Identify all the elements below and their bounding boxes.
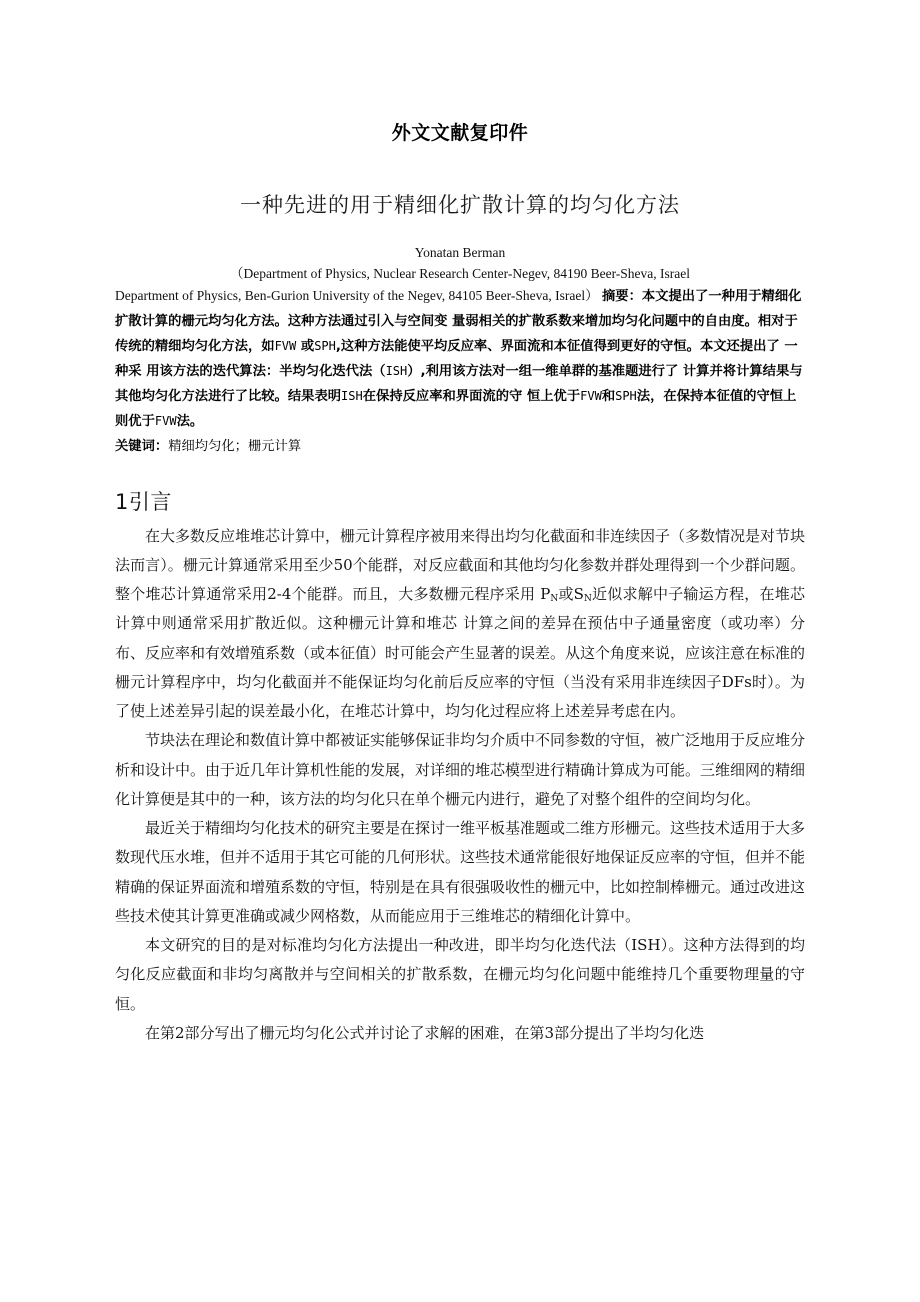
affiliation-line-2: Department of Physics, Ben-Gurion University of the Negev, 84105 Beer-Sheva, Israel） [115, 287, 599, 303]
abstract-inline-run [115, 289, 803, 429]
body-paragraph-5: 在第2部分写出了栅元均匀化公式并讨论了求解的困难，在第3部分提出了半均匀化迭 [145, 1023, 705, 1042]
section-heading-introduction: 1引言 [115, 489, 172, 514]
paragraph-1-part-b: 或S [558, 585, 584, 604]
abstract-part-2: 或 [296, 338, 315, 354]
affiliation-line-1: （Department of Physics, Nuclear Research Center-Negev, 84190 Beer-Sheva, Israel [229, 265, 691, 281]
body-paragraph-1 [115, 522, 805, 727]
body-paragraph-4: 本文研究的目的是对标准均匀化方法提出一种改进，即半均匀化迭代法（ISH）。这种方法得到的均匀化反应截面和非均匀离散并与空间相关的扩散系数，在栅元均匀化问题中能维持几个重要物理量的守恒。 [115, 936, 805, 1013]
acronym-fvw-3: FVW [154, 413, 177, 428]
keywords-values: 精细均匀化；栅元计算 [168, 438, 302, 454]
paragraph-1-part-a: 在大多数反应堆堆芯计算中，栅元计算程序被用来得出均匀化截面和非连续因子（多数情况是对节块法而言）。栅元计算通常采用至少50个能群，对反应截面和其他均匀化参数并群处理得到一个少群问题。整个堆芯计算通常采用2-4个能群。而且，大多数栅元程序采用 P [115, 526, 806, 604]
paragraph-1-part-c: 近似求解中子输运方程，在堆芯计算中则通常采用扩散近似。这种栅元计算和堆芯 计算之间的差异在预估中子通量密度（或功率）分布、反应率和有效增殖系数（或本征值）时可能会产生显著的误差。从这个角度来说，应该注意在标准的栅元计算程序中，均匀化截面并不能保证均匀化前后反应率的守恒（当没有采用非连续因子DFs时）。为了使上述差异引起的误差最小化，在堆芯计算中，均匀化过程应将上述差异考虑在内。 [115, 585, 806, 721]
abstract-part-3: ,这种方法能使平均反应率、界面流和本征值得到更好的守恒。本文还提出了 一种采 用该方法的迭代算法：半均匀化迭代法（ [115, 338, 798, 379]
subscript-n-1: N [550, 594, 559, 605]
subscript-n-2: N [583, 594, 592, 605]
acronym-ish-2: ISH [341, 388, 363, 403]
abstract-part-4: ）,利用该方法对一组一维单群的基准题进行了 计算并将计算结果与其他均匀化方法进行了比较。结果表明 [115, 363, 803, 404]
abstract-part-8: 法。 [176, 413, 204, 429]
abstract-part-7: 法，在保持本征值的守恒上则优于 [115, 388, 797, 429]
paper-title: 一种先进的用于精细化扩散计算的均匀化方法 [240, 193, 680, 217]
acronym-fvw-1: FVW [274, 338, 297, 353]
affiliation-line-2-and-abstract-start [115, 285, 805, 435]
acronym-fvw-2: FVW [580, 388, 602, 403]
author-block [115, 243, 805, 435]
abstract-label: 摘要： [601, 288, 642, 304]
keywords-line [115, 435, 805, 460]
abstract-part-6: 和 [601, 388, 616, 404]
keywords-label: 关键词： [115, 438, 169, 454]
page-content [115, 0, 805, 1048]
acronym-ish-1: ISH [385, 363, 408, 378]
document-header-title: 外文文献复印件 [391, 122, 529, 144]
body-paragraph-2: 节块法在理论和数值计算中都被证实能够保证非均匀介质中不同参数的守恒，被广泛地用于反应堆分析和设计中。由于近几年计算机性能的发展，对详细的堆芯模型进行精确计算成为可能。三维细网的精细化计算便是其中的一种，该方法的均匀化只在单个栅元内进行，避免了对整个组件的空间均匀化。 [115, 731, 806, 808]
acronym-sph-1: SPH [314, 338, 336, 353]
abstract-part-5: 在保持反应率和界面流的守 恒上优于 [362, 388, 581, 404]
abstract-part-1: 本文提出了一种用于精细化扩散计算的栅元均匀化方法。这种方法通过引入与空间变 量弱相关的扩散系数来增加均匀化问题中的自由度。相对于传统的精细均匀化方法，如 [115, 288, 802, 354]
body-paragraph-3: 最近关于精细均匀化技术的研究主要是在探讨一维平板基准题或二维方形栅元。这些技术适用于大多数现代压水堆，但并不适用于其它可能的几何形状。这些技术通常能很好地保证反应率的守恒，但并不能精确的保证界面流和增殖系数的守恒，特别是在具有很强吸收性的栅元中，比如控制棒栅元。通过改进这些技术使其计算更准确或减少网格数，从而能应用于三维堆芯的精细化计算中。 [115, 819, 806, 925]
acronym-sph-2: SPH [615, 388, 637, 403]
author-name: Yonatan Berman [414, 245, 506, 260]
